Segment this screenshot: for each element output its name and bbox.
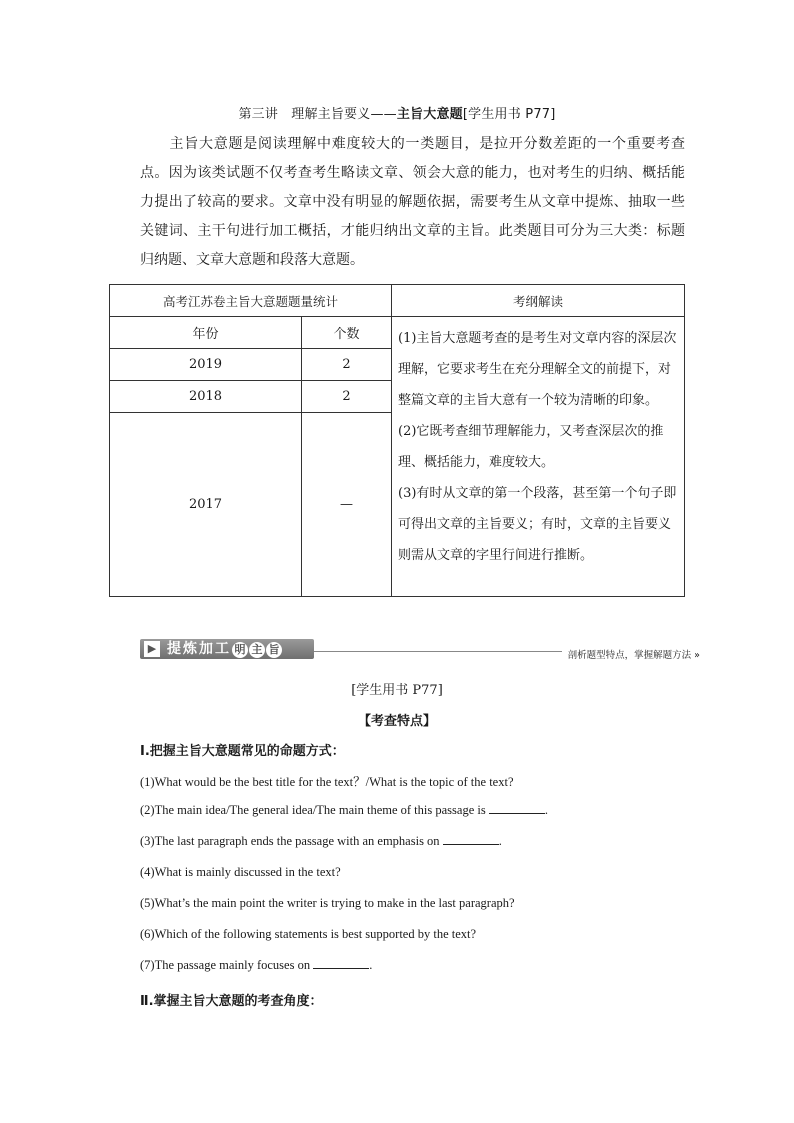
title-topic: 主旨大意题	[396, 107, 463, 122]
answer-blank	[313, 958, 369, 969]
banner-bubble: 明	[232, 642, 248, 658]
question-item	[140, 834, 502, 849]
banner-hint: 剖析题型特点，掌握解题方法 »	[562, 647, 700, 661]
count-cell: 2	[302, 381, 392, 413]
intro-text: 主旨大意题是阅读理解中难度较大的一类题目，是拉开分数差距的一个重要考查点。因为该类试题不仅考查考生略读文章、领会大意的能力，也对考生的归纳、概括能力提出了较高的要求。文章中没有明显的解题依据，需要考生从文章中提炼、抽取一些关键词、主干句进行加工概括，才能归纳出文章的主旨。此类题目可分为三大类：标题归纳题、文章大意题和段落大意题。	[140, 136, 685, 268]
year-cell: 2018	[110, 381, 302, 413]
question-item: (6)Which of the following statements is best supported by the text?	[140, 927, 477, 941]
exam-reading	[392, 317, 685, 597]
page-title	[0, 103, 794, 122]
question-item: (1)What would be the best title for the text？/What is the topic of the text?	[140, 775, 514, 789]
question-text: (3)The last paragraph ends the passage with an emphasis on	[140, 834, 440, 848]
intro-paragraph	[140, 130, 685, 275]
question-text: (2)The main idea/The general idea/The main theme of this passage is	[140, 803, 486, 817]
answer-blank	[489, 803, 545, 814]
features-title: 【考查特点】	[357, 714, 436, 729]
answer-blank	[443, 834, 499, 845]
banner-bubble: 主	[249, 642, 265, 658]
title-ref: [学生用书 P77]	[462, 107, 556, 122]
banner-label-text: 提炼加工	[167, 641, 231, 657]
question-item	[140, 803, 548, 818]
col-year-header: 年份	[110, 317, 302, 349]
question-text: (7)The passage mainly focuses on	[140, 958, 311, 972]
year-cell: 2019	[110, 349, 302, 381]
question-item: (4)What is mainly discussed in the text?	[140, 865, 341, 879]
year-cell: 2017	[110, 413, 302, 597]
question-tail: .	[498, 834, 502, 848]
book-reference: [学生用书 P77]	[351, 683, 443, 698]
right-header: 考纲解读	[392, 285, 685, 317]
section-heading: Ⅰ.把握主旨大意题常见的命题方式：	[140, 744, 345, 759]
question-tail: .	[544, 803, 548, 817]
play-arrow-icon: ▶	[144, 641, 160, 657]
count-cell: 2	[302, 349, 392, 381]
stats-table	[109, 284, 685, 597]
section-banner	[140, 639, 700, 661]
count-cell: —	[302, 413, 392, 597]
left-header: 高考江苏卷主旨大意题题量统计	[110, 285, 392, 317]
title-lecture: 第三讲 理解主旨要义——	[238, 107, 397, 122]
reading-point: (3)有时从文章的第一个段落，甚至第一个句子即可得出文章的主旨要义；有时，文章的主旨要义则需从文章的字里行间进行推断。	[398, 486, 677, 563]
question-item: (5)What’s the main point the writer is trying to make in the last paragraph?	[140, 896, 515, 910]
question-item	[140, 958, 372, 973]
section-heading: Ⅱ.掌握主旨大意题的考查角度：	[140, 994, 323, 1009]
reading-point: (2)它既考查细节理解能力，又考查深层次的推理、概括能力，难度较大。	[398, 424, 664, 470]
reading-point: (1)主旨大意题考查的是考生对文章内容的深层次理解，它要求考生在充分理解全文的前提下，对整篇文章的主旨大意有一个较为清晰的印象。	[398, 331, 677, 408]
banner-bubble: 旨	[266, 642, 282, 658]
banner-label	[167, 639, 282, 659]
col-count-header: 个数	[302, 317, 392, 349]
question-tail: .	[369, 958, 373, 972]
